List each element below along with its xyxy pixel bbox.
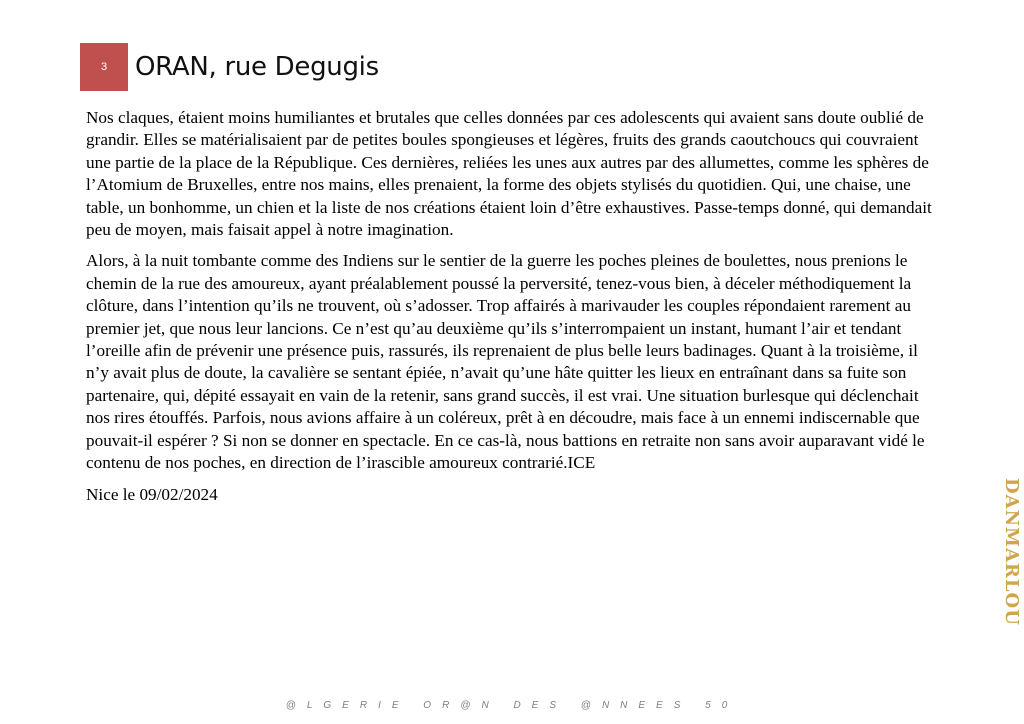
signature-date: Nice le 09/02/2024: [86, 484, 218, 504]
page-number-badge: [80, 43, 128, 91]
author-watermark: DANMARLOU: [1001, 478, 1022, 626]
page-footer: @LGERIE OR@N DES @NNEES 50: [285, 700, 739, 711]
page-title: ORAN, rue Degugis: [135, 52, 379, 82]
paragraph-2: Alors, à la nuit tombante comme des Indiens sur le sentier de la guerre les poches pleines de boulettes, nous prenions le chemin de la rue des amoureux, ayant préalablement poussé la perversité, tenez-vous bien, à déceler méthodiquement la clôture, dans l’intention qu’ils ne trouvent, où s’adosser. Trop affairés à marivauder les couples répondaient rarement au premier jet, que nous leur lancions. Ce n’est qu’au deuxième qu’ils s’interrompaient un instant, humant l’air et tendant l’oreille afin de prévenir une présence puis, rassurés, ils reprenaient de plus belle leurs badinages. Quant à la troisième, il n’y avait plus de doute, la cavalière se sentant épiée, n’avait qu’une hâte quitter les lieux en entraînant dans sa fuite son partenaire, qui, dépité essayait en vain de la retenir, sans grand succès, il est vrai. Une situation burlesque qui déclenchait nos rires étouffés. Parfois, nous avions affaire à un coléreux, prêt à en découdre, mais face à un ennemi indiscernable que pouvait-il espérer ? Si non se donner en spectacle. En ce cas-là, nous battions en retraite non sans avoir auparavant vidé le contenu de nos poches, en direction de l’irascible amoureux contrarié.ICE: [86, 251, 925, 473]
paragraph-1: Nos claques, étaient moins humiliantes et brutales que celles données par ces adolescents qui avaient sans doute oublié de grandir. Elles se matérialisaient par de petites boules spongieuses et légères, fruits des grands caoutchoucs qui couvraient une partie de la place de la République. Ces dernières, reliées les unes aux autres par des allumettes, comme les sphères de l’Atomium de Bruxelles, entre nos mains, elles prenaient, la forme des objets stylisés du quotidien. Qui, une chaise, une table, un bonhomme, un chien et la liste de nos créations étaient loin d’être exhaustives. Passe-temps donné, qui demandait peu de moyen, mais faisait appel à notre imagination.: [86, 108, 932, 240]
page-number: 3: [100, 61, 108, 73]
article-body: [86, 107, 944, 515]
